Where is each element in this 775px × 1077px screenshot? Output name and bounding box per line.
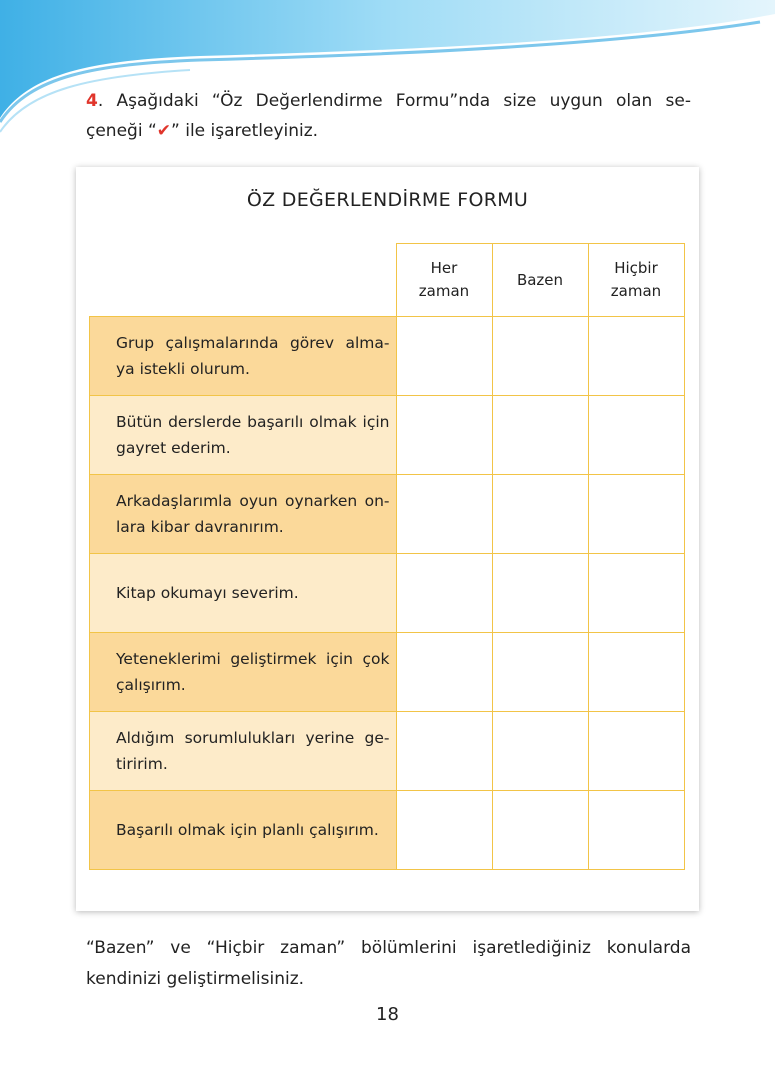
column-header-label: Bazen <box>516 270 564 289</box>
statement-cell: Aldığım sorumlulukları yerine ge- tiririm. <box>90 712 397 791</box>
statement-cell: Yeteneklerimi geliştirmek için çok çalışırım. <box>90 633 397 712</box>
check-mark-icon: ✔ <box>156 121 172 141</box>
self-assessment-table <box>89 243 685 870</box>
statement-cell: Kitap okumayı severim. <box>90 554 397 633</box>
answer-cell-bazen[interactable] <box>492 396 588 475</box>
header-empty-cell <box>90 244 397 317</box>
table-row <box>90 396 685 475</box>
question-text-line2-start: çeneği “ <box>86 121 157 141</box>
statement-cell: Grup çalışmalarında görev alma- ya istekli olurum. <box>90 317 397 396</box>
answer-cell-bazen[interactable] <box>492 317 588 396</box>
answer-cell-her-zaman[interactable] <box>396 633 492 712</box>
answer-cell-hicbir-zaman[interactable] <box>588 475 684 554</box>
answer-cell-bazen[interactable] <box>492 554 588 633</box>
answer-cell-her-zaman[interactable] <box>396 317 492 396</box>
answer-cell-her-zaman[interactable] <box>396 712 492 791</box>
question-number: 4 <box>86 91 98 111</box>
table-row <box>90 791 685 870</box>
answer-cell-hicbir-zaman[interactable] <box>588 633 684 712</box>
column-header-label: zaman <box>418 282 470 300</box>
column-header-bazen <box>492 244 588 317</box>
footer-note-line1: “Bazen” ve “Hiçbir zaman” bölümlerini işaretlediğiniz konularda <box>86 938 691 958</box>
page-number: 18 <box>376 1004 399 1025</box>
table-row <box>90 712 685 791</box>
answer-cell-hicbir-zaman[interactable] <box>588 317 684 396</box>
table-row <box>90 633 685 712</box>
footer-note-line2: kendinizi geliştirmelisiniz. <box>86 969 305 989</box>
answer-cell-hicbir-zaman[interactable] <box>588 554 684 633</box>
answer-cell-her-zaman[interactable] <box>396 475 492 554</box>
answer-cell-bazen[interactable] <box>492 791 588 870</box>
answer-cell-hicbir-zaman[interactable] <box>588 396 684 475</box>
column-header-her-zaman <box>396 244 492 317</box>
question-text-line2-end: ” ile işaretleyiniz. <box>171 121 319 141</box>
question-instruction <box>86 86 691 146</box>
column-header-hicbir-zaman <box>588 244 684 317</box>
statement-cell: Bütün derslerde başarılı olmak için gayret ederim. <box>90 396 397 475</box>
answer-cell-her-zaman[interactable] <box>396 791 492 870</box>
statement-cell: Başarılı olmak için planlı çalışırım. <box>90 791 397 870</box>
self-assessment-form-card <box>76 167 699 911</box>
column-header-label: Her <box>430 259 458 277</box>
answer-cell-bazen[interactable] <box>492 475 588 554</box>
answer-cell-hicbir-zaman[interactable] <box>588 712 684 791</box>
table-row <box>90 475 685 554</box>
answer-cell-bazen[interactable] <box>492 633 588 712</box>
form-title: ÖZ DEĞERLENDİRME FORMU <box>246 189 529 211</box>
footer-note <box>86 933 691 995</box>
column-header-label: zaman <box>610 282 662 300</box>
statement-cell: Arkadaşlarımla oyun oynarken on- lara kibar davranırım. <box>90 475 397 554</box>
answer-cell-her-zaman[interactable] <box>396 554 492 633</box>
table-row <box>90 317 685 396</box>
column-header-label: Hiçbir <box>614 259 658 277</box>
answer-cell-her-zaman[interactable] <box>396 396 492 475</box>
table-row <box>90 554 685 633</box>
answer-cell-hicbir-zaman[interactable] <box>588 791 684 870</box>
answer-cell-bazen[interactable] <box>492 712 588 791</box>
table-header-row <box>90 244 685 317</box>
question-text-line1: . Aşağıdaki “Öz Değerlendirme Formu”nda size uygun olan se- <box>97 91 691 111</box>
